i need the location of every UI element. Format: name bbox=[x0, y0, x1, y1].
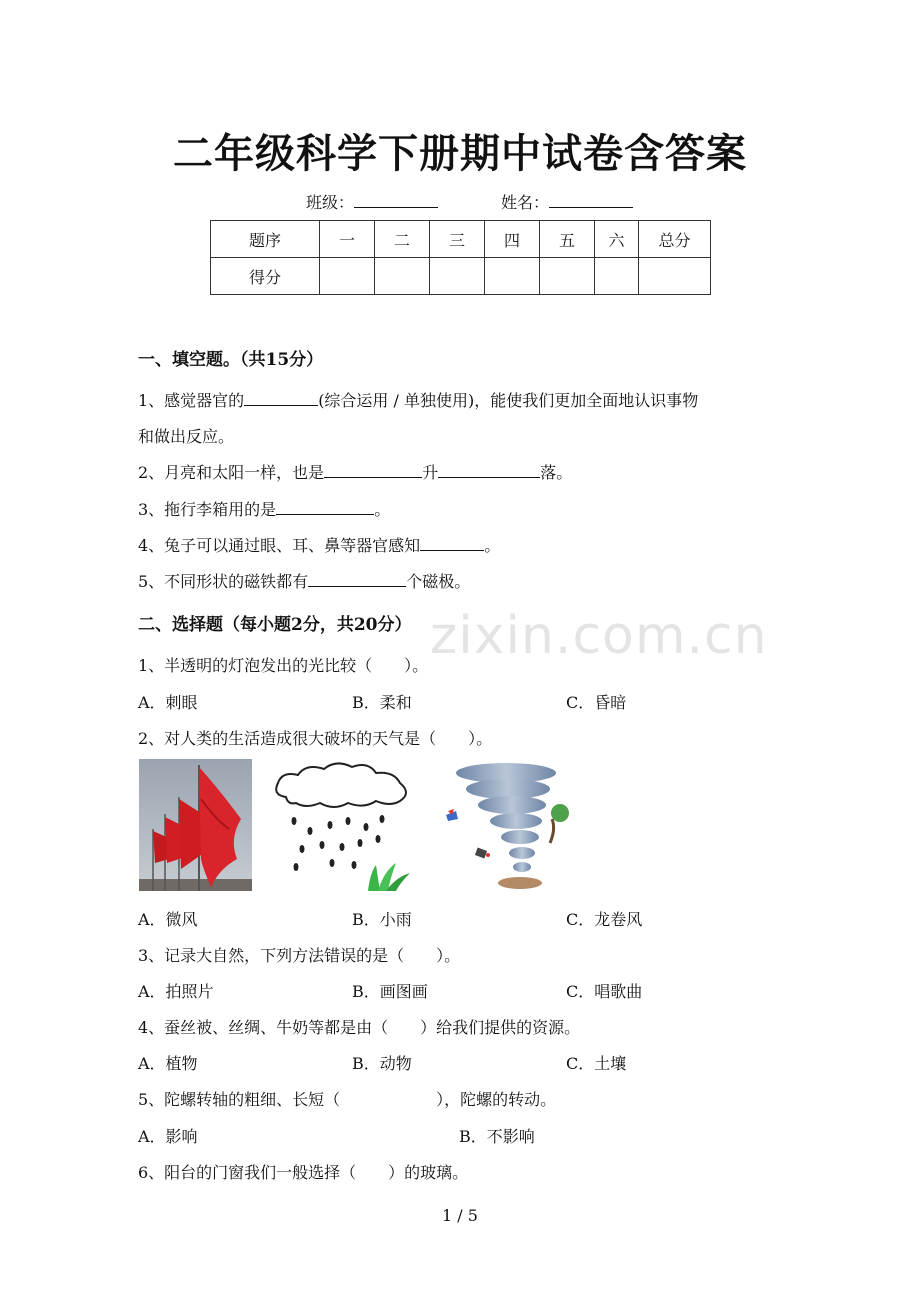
score-cell[interactable] bbox=[375, 258, 430, 295]
s2-question-1: 1、半透明的灯泡发出的光比较（ ）。 bbox=[138, 656, 429, 675]
s1-question-3 bbox=[138, 497, 390, 520]
score-cell[interactable] bbox=[639, 258, 711, 295]
option-b[interactable]: B．动物 bbox=[352, 1054, 412, 1073]
class-blank bbox=[354, 193, 438, 208]
section1-heading: 一、填空题。（共15分） bbox=[138, 350, 324, 370]
option-a[interactable]: A．刺眼 bbox=[138, 693, 198, 712]
class-field bbox=[306, 190, 438, 213]
watermark: zixin.com.cn bbox=[430, 606, 768, 666]
class-label: 班级： bbox=[306, 193, 355, 212]
s1-q2-text-c: 落。 bbox=[540, 463, 573, 482]
score-cell[interactable] bbox=[595, 258, 639, 295]
rain-cloud-image bbox=[272, 759, 412, 891]
option-a[interactable]: A．影响 bbox=[138, 1127, 198, 1146]
s1-question-2 bbox=[138, 460, 572, 483]
option-a[interactable]: A．拍照片 bbox=[138, 982, 214, 1001]
s1-q1-continuation: 和做出反应。 bbox=[138, 427, 235, 446]
flags-image bbox=[139, 759, 252, 891]
option-c[interactable]: C．土壤 bbox=[566, 1054, 627, 1073]
s1-question-5 bbox=[138, 569, 470, 592]
s1-q4-text-a: 4、兔子可以通过眼、耳、鼻等器官感知 bbox=[138, 536, 421, 555]
answer-blank[interactable] bbox=[244, 391, 318, 406]
s2-question-5: 5、陀螺转轴的粗细、长短（ ），陀螺的转动。 bbox=[138, 1090, 557, 1109]
option-b[interactable]: B．画图画 bbox=[352, 982, 428, 1001]
s1-q5-text-a: 5、不同形状的磁铁都有 bbox=[138, 572, 309, 591]
s1-question-1 bbox=[138, 388, 698, 411]
option-a[interactable]: A．微风 bbox=[138, 910, 198, 929]
page-number: 1 / 5 bbox=[442, 1206, 478, 1225]
option-b[interactable]: B．不影响 bbox=[459, 1127, 535, 1146]
option-b[interactable]: B．小雨 bbox=[352, 910, 412, 929]
score-header-cell: 二 bbox=[375, 221, 430, 258]
s2-question-2: 2、对人类的生活造成很大破坏的天气是（ ）。 bbox=[138, 729, 493, 748]
page-title: 二年级科学下册期中试卷含答案 bbox=[173, 130, 747, 177]
tornado-image bbox=[440, 759, 570, 891]
option-b[interactable]: B．柔和 bbox=[352, 693, 412, 712]
answer-blank[interactable] bbox=[276, 500, 374, 515]
s2-question-3: 3、记录大自然，下列方法错误的是（ ）。 bbox=[138, 946, 461, 965]
s1-q2-text-a: 2、月亮和太阳一样，也是 bbox=[138, 463, 325, 482]
score-header-cell: 五 bbox=[540, 221, 595, 258]
score-header-cell: 三 bbox=[430, 221, 485, 258]
answer-blank[interactable] bbox=[438, 463, 540, 478]
s1-q2-text-b: 升 bbox=[422, 463, 439, 482]
answer-blank[interactable] bbox=[324, 463, 422, 478]
s2-question-4: 4、蚕丝被、丝绸、牛奶等都是由（ ）给我们提供的资源。 bbox=[138, 1018, 581, 1037]
score-table bbox=[210, 220, 711, 295]
score-cell[interactable] bbox=[485, 258, 540, 295]
score-cell[interactable] bbox=[430, 258, 485, 295]
s1-q3-text-b: 。 bbox=[374, 500, 391, 519]
name-field bbox=[501, 190, 633, 213]
score-row-label: 得分 bbox=[211, 258, 320, 295]
name-label: 姓名： bbox=[501, 193, 550, 212]
s1-q5-text-b: 个磁极。 bbox=[406, 572, 471, 591]
score-header-cell: 总分 bbox=[639, 221, 711, 258]
option-a[interactable]: A．植物 bbox=[138, 1054, 198, 1073]
score-table-header-row bbox=[211, 221, 711, 258]
s1-q3-text-a: 3、拖行李箱用的是 bbox=[138, 500, 277, 519]
s1-q1-text-a: 1、感觉器官的 bbox=[138, 391, 245, 410]
score-header-cell: 六 bbox=[595, 221, 639, 258]
score-header-cell: 题序 bbox=[211, 221, 320, 258]
name-blank bbox=[549, 193, 633, 208]
score-cell[interactable] bbox=[540, 258, 595, 295]
answer-blank[interactable] bbox=[308, 572, 406, 587]
s1-q1-text-b: (综合运用 / 单独使用)，能使我们更加全面地认识事物 bbox=[318, 391, 699, 410]
score-table-score-row bbox=[211, 258, 711, 295]
s1-question-4 bbox=[138, 533, 500, 556]
option-c[interactable]: C．唱歌曲 bbox=[566, 982, 643, 1001]
score-header-cell: 四 bbox=[485, 221, 540, 258]
score-cell[interactable] bbox=[320, 258, 375, 295]
score-header-cell: 一 bbox=[320, 221, 375, 258]
s2-question-6: 6、阳台的门窗我们一般选择（ ）的玻璃。 bbox=[138, 1163, 469, 1182]
s1-q4-text-b: 。 bbox=[484, 536, 501, 555]
option-c[interactable]: C．龙卷风 bbox=[566, 910, 643, 929]
section2-heading: 二、选择题（每小题2分，共20分） bbox=[138, 615, 412, 635]
option-c[interactable]: C．昏暗 bbox=[566, 693, 627, 712]
answer-blank[interactable] bbox=[420, 536, 484, 551]
